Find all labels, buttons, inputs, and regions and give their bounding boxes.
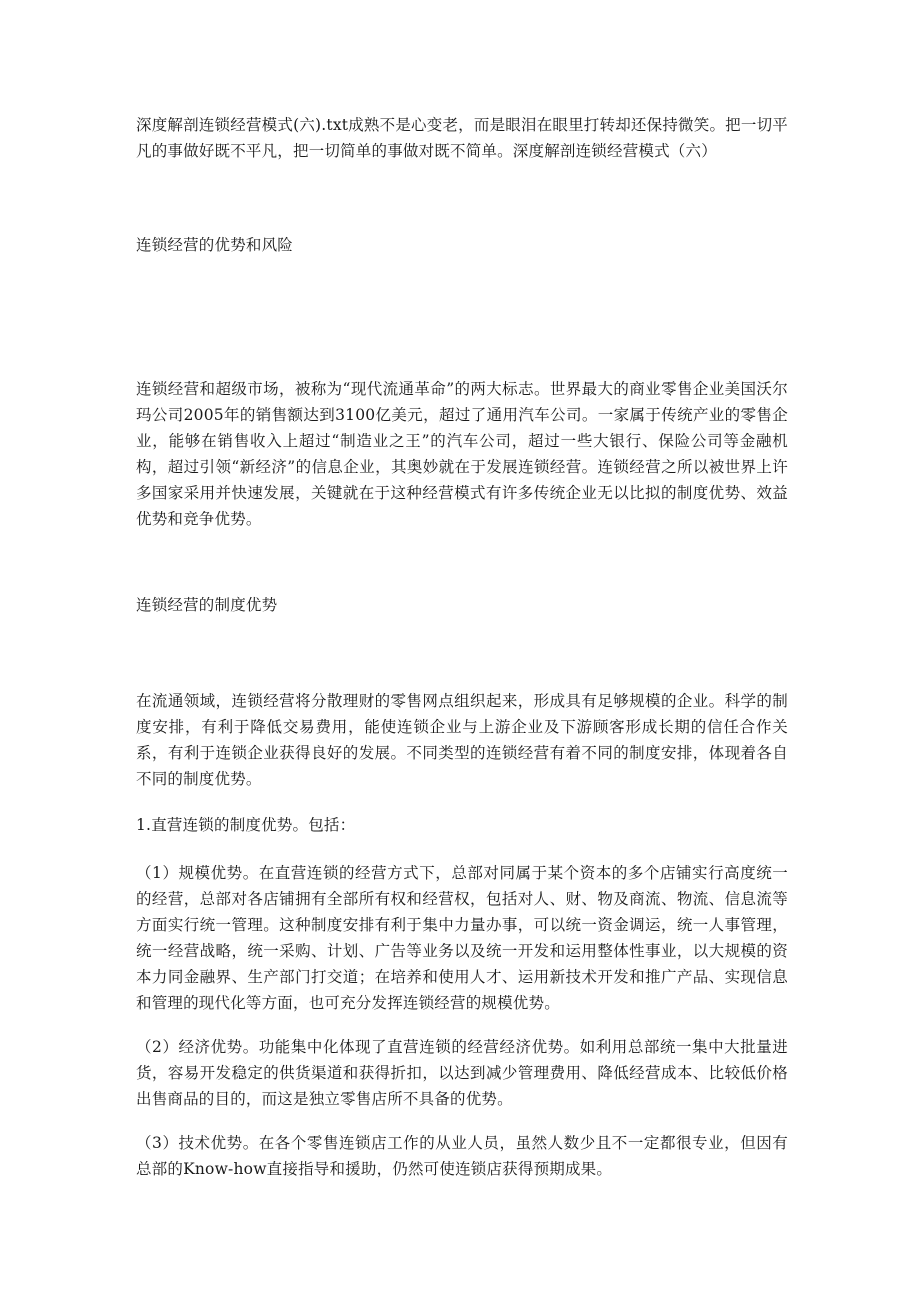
section-heading-institutional-advantages: 连锁经营的制度优势 — [136, 596, 278, 614]
paragraph-chain-retail-overview: 连锁经营和超级市场，被称为“现代流通革命”的两大标志。世界最大的商业零售企业美国沃尔玛公司2005年的销售额达到3100亿美元，超过了通用汽车公司。一家属于传统产业的零售企业，能够在销售收入上超过“制造业之王”的汽车公司，超过一些大银行、保险公司等金融机构，超过引领“新经济”的信息企业，其奥妙就在于发展连锁经营。连锁经营之所以被世界上许多国家采用并快速发展，关键就在于这种经营模式有许多传统企业无以比拟的制度优势、效益优势和竞争优势。 — [136, 380, 788, 528]
sub-item-technical-advantage: （3）技术优势。在各个零售连锁店工作的从业人员，虽然人数少且不一定都很专业，但因有总部的Know-how直接指导和援助，仍然可使连锁店获得预期成果。 — [136, 1134, 788, 1178]
paragraph-institutional-overview: 在流通领域，连锁经营将分散理财的零售网点组织起来，形成具有足够规模的企业。科学的制度安排，有利于降低交易费用，能使连锁企业与上游企业及下游顾客形成长期的信任合作关系，有利于连锁企业获得良好的发展。不同类型的连锁经营有着不同的制度安排，体现着各自不同的制度优势。 — [136, 692, 788, 788]
section-heading-advantages-risks: 连锁经营的优势和风险 — [136, 236, 294, 254]
list-item-direct-chain: 1.直营连锁的制度优势。包括： — [136, 816, 356, 834]
sub-item-economic-advantage: （2）经济优势。功能集中化体现了直营连锁的经营经济优势。如利用总部统一集中大批量进货，容易开发稳定的供货渠道和获得折扣，以达到减少管理费用、降低经营成本、比较低价格出售商品的目的，而这是独立零售店所不具备的优势。 — [136, 1038, 788, 1108]
intro-paragraph: 深度解剖连锁经营模式(六).txt成熟不是心变老，而是眼泪在眼里打转却还保持微笑。把一切平凡的事做好既不平凡，把一切简单的事做对既不简单。深度解剖连锁经营模式（六） — [136, 116, 788, 160]
sub-item-scale-advantage: （1）规模优势。在直营连锁的经营方式下，总部对同属于某个资本的多个店铺实行高度统一的经营，总部对各店铺拥有全部所有权和经营权，包括对人、财、物及商流、物流、信息流等方面实行统一管理。这种制度安排有利于集中力量办事，可以统一资金调运，统一人事管理，统一经营战略，统一采购、计划、广告等业务以及统一开发和运用整体性事业，以大规模的资本力同金融界、生产部门打交道；在培养和使用人才、运用新技术开发和推广产品、实现信息和管理的现代化等方面，也可充分发挥连锁经营的规模优势。 — [136, 864, 788, 1012]
